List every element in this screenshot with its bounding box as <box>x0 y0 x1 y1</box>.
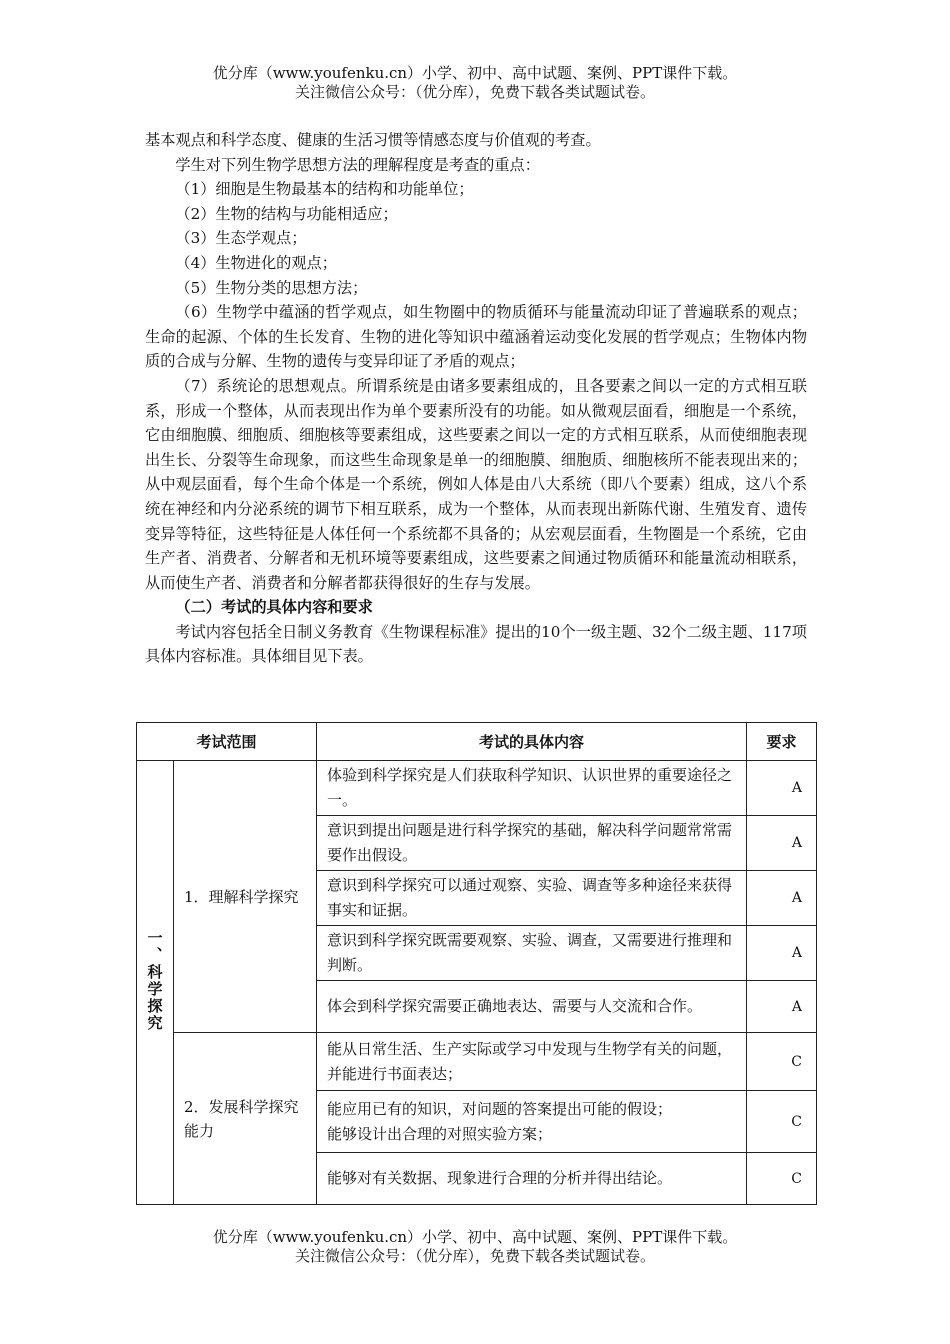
list-item-3: （3）生态学观点； <box>175 229 307 248</box>
footer-line-1: 优分库（www.youfenku.cn）小学、初中、高中试题、案例、PPT课件下载。 <box>212 1228 738 1246</box>
list-item-4: （4）生物进化的观点； <box>175 253 337 272</box>
header-line-1: 优分库（www.youfenku.cn）小学、初中、高中试题、案例、PPT课件下载。 <box>212 64 738 82</box>
requirement-cell: C <box>747 1091 817 1153</box>
paragraph-exam-content: 考试内容包括全日制义务教育《生物课程标准》提出的10个一级主题、32个二级主题、117项具体内容标准。具体细目见下表。 <box>145 622 807 666</box>
page-footer <box>0 1228 950 1266</box>
requirement-cell: C <box>747 1033 817 1091</box>
table-row <box>137 1033 817 1091</box>
requirement-cell: A <box>747 761 817 816</box>
list-item-7: （7）系统论的思想观点。所谓系统是由诸多要素组成的，且各要素之间以一定的方式相互联系，形成一个整体，从而表现出作为单个要素所没有的功能。如从微观层面看，细胞是一个系统，它由细胞膜、细胞质、细胞核等要素组成，这些要素之间以一定的方式相互联系，从而使细胞表现出生长、分裂等生命现象，而这些生命现象是单一的细胞膜、细胞质、细胞核所不能表现出来的；从中观层面看，每个生命个体是一个系统，例如人体是由八大系统（即八个要素）组成，这八个系统在神经和内分泌系统的调节下相互联系，成为一个整体，从而表现出新陈代谢、生殖发育、遗传变异等特征，这些特征是人体任何一个系统都不具备的；从宏观层面看，生物圈是一个系统，它由生产者、消费者、分解者和无机环境等要素组成，这些要素之间通过物质循环和能量流动相联系，从而使生产者、消费者和分解者都获得很好的生存与发展。 <box>145 376 807 592</box>
topic-understand-inquiry: 1．理解科学探究 <box>174 761 317 1033</box>
footer-line-2: 关注微信公众号：（优分库），免费下载各类试题试卷。 <box>294 1247 655 1265</box>
content-cell: 能从日常生活、生产实际或学习中发现与生物学有关的问题，并能进行书面表达； <box>317 1033 747 1091</box>
paragraph-intro: 基本观点和科学态度、健康的生活习惯等情感态度与价值观的考查。 <box>145 131 601 149</box>
list-item-1: （1）细胞是生物最基本的结构和功能单位； <box>175 180 474 199</box>
page-header <box>0 64 950 102</box>
content-cell <box>317 1091 747 1153</box>
content-line-a: 能应用已有的知识，对问题的答案提出可能的假设； <box>327 1099 673 1118</box>
section-label: 一、科学探究 <box>145 929 164 1032</box>
content-cell: 意识到提出问题是进行科学探究的基础，解决科学问题常常需要作出假设。 <box>317 816 747 871</box>
col-header-scope: 考试范围 <box>137 723 317 761</box>
requirement-cell: A <box>747 926 817 981</box>
list-item-6: （6）生物学中蕴涵的哲学观点，如生物圈中的物质循环与能量流动印证了普遍联系的观点；生命的起源、个体的生长发育、生物的进化等知识中蕴涵着运动变化发展的哲学观点；生物体内物质的合成与分解、生物的遗传与变异印证了矛盾的观点； <box>145 303 807 371</box>
content-cell: 意识到科学探究可以通过观察、实验、调查等多种途径来获得事实和证据。 <box>317 871 747 926</box>
requirement-cell: A <box>747 981 817 1033</box>
requirement-cell: C <box>747 1153 817 1205</box>
content-cell: 体验到科学探究是人们获取科学知识、认识世界的重要途径之一。 <box>317 761 747 816</box>
requirement-cell: A <box>747 871 817 926</box>
requirement-cell: A <box>747 816 817 871</box>
table-header-row <box>137 723 817 761</box>
header-line-2: 关注微信公众号：（优分库），免费下载各类试题试卷。 <box>294 83 655 101</box>
table-row <box>137 761 817 816</box>
topic-develop-inquiry: 2．发展科学探究能力 <box>174 1033 317 1205</box>
content-cell: 意识到科学探究既需要观察、实验、调查，又需要进行推理和判断。 <box>317 926 747 981</box>
content-line-b: 能够设计出合理的对照实验方案； <box>327 1124 553 1143</box>
content-cell: 能够对有关数据、现象进行合理的分析并得出结论。 <box>317 1153 747 1205</box>
col-header-requirement: 要求 <box>747 723 817 761</box>
list-item-2: （2）生物的结构与功能相适应； <box>175 204 398 223</box>
list-item-5: （5）生物分类的思想方法； <box>175 278 368 297</box>
section-heading: （二）考试的具体内容和要求 <box>175 598 373 617</box>
paragraph-key-points: 学生对下列生物学思想方法的理解程度是考查的重点： <box>175 155 540 174</box>
exam-content-table <box>136 722 817 1205</box>
col-header-content: 考试的具体内容 <box>317 723 747 761</box>
section-cell <box>137 761 174 1205</box>
body-text <box>145 128 807 669</box>
content-cell: 体会到科学探究需要正确地表达、需要与人交流和合作。 <box>317 981 747 1033</box>
